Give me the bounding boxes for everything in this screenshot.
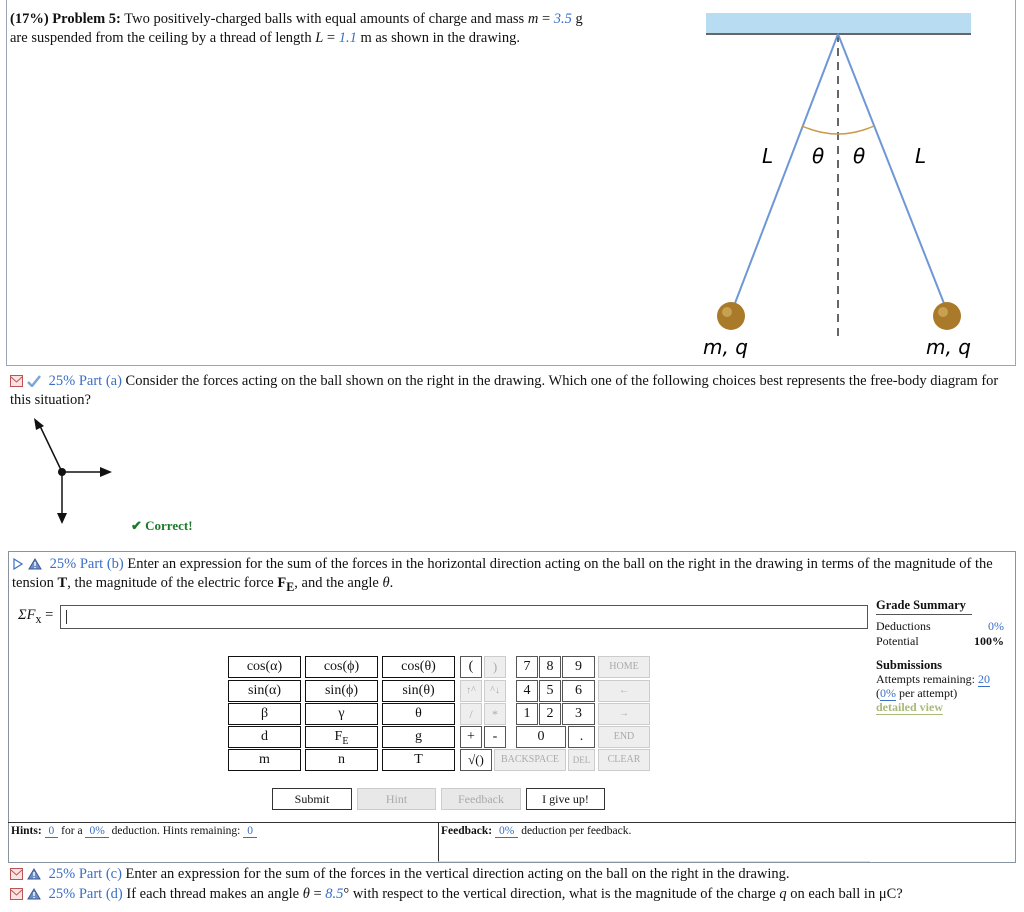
key-FE[interactable] — [305, 726, 378, 748]
theta-symbol: θ — [382, 575, 390, 591]
key-n[interactable]: n — [305, 749, 378, 771]
length-value: 1.1 — [338, 30, 357, 46]
key-0[interactable]: 0 — [516, 726, 566, 748]
part-b-text-1: Enter an expression for the sum of the forces in the horizontal direction acting on the ball on the right in the drawing in terms of the magnitude of the tension — [12, 556, 993, 591]
key-paren-open[interactable]: ( — [460, 656, 482, 678]
mass-unit: g — [575, 11, 583, 27]
part-a-label: Part (a) — [78, 373, 122, 389]
key-dot[interactable]: . — [568, 726, 595, 748]
part-a-percent: 25% — [48, 373, 76, 389]
hints-count: 0 — [45, 825, 59, 838]
label-mq-right: m, q — [926, 335, 971, 359]
part-c-label: Part (c) — [78, 866, 122, 882]
input-caret — [66, 610, 67, 624]
free-body-diagram — [28, 414, 118, 529]
part-b-label: Part (b) — [79, 556, 124, 572]
problem-weight: (17%) — [10, 11, 49, 27]
part-b — [12, 555, 1002, 597]
part-d-theta: θ — [302, 886, 310, 902]
key-beta[interactable]: β — [228, 703, 301, 725]
key-backspace[interactable]: BACKSPACE — [494, 749, 566, 771]
feedback-info — [441, 825, 631, 837]
problem-text-1: Two positively-charged balls with equal amounts of charge and mass — [124, 11, 525, 27]
grade-title: Grade Summary — [876, 598, 972, 615]
give-up-button[interactable]: I give up! — [526, 788, 605, 810]
hints-pct: 0% — [85, 825, 108, 838]
sum-sub: x — [35, 611, 42, 626]
key-down-arrow[interactable]: ^↓ — [484, 680, 506, 702]
feedback-label: Feedback: — [441, 825, 493, 837]
envelope-icon[interactable] — [10, 868, 23, 880]
hint-button[interactable]: Hint — [357, 788, 436, 810]
ball-right-highlight — [938, 307, 948, 317]
envelope-icon[interactable] — [10, 888, 23, 900]
part-d — [10, 886, 903, 903]
charge-symbol: q — [779, 886, 787, 902]
expand-arrow-icon[interactable] — [12, 558, 24, 570]
per-attempt-value: 0% — [880, 686, 896, 700]
label-theta-left: θ — [812, 144, 825, 168]
part-b-box — [8, 551, 1016, 863]
key-clear[interactable]: CLEAR — [598, 749, 650, 771]
potential-value: 100% — [974, 634, 1004, 648]
hints-info — [11, 825, 257, 837]
hints-remaining: 0 — [243, 825, 257, 838]
key-gamma[interactable]: γ — [305, 703, 378, 725]
label-L-left: L — [762, 144, 774, 168]
key-8[interactable]: 8 — [539, 656, 561, 678]
part-c — [10, 866, 790, 883]
answer-input[interactable] — [60, 605, 868, 629]
electric-force-sub: E — [286, 579, 295, 594]
detailed-view-link[interactable]: detailed view — [876, 700, 943, 714]
key-cos-theta[interactable]: cos(θ) — [382, 656, 455, 678]
potential-label: Potential — [876, 634, 919, 648]
key-plus[interactable]: + — [460, 726, 482, 748]
part-c-text: Enter an expression for the sum of the forces in the vertical direction acting on the ball on the right in the drawing. — [125, 866, 790, 882]
key-g[interactable]: g — [382, 726, 455, 748]
key-FE-sub: E — [342, 735, 349, 747]
key-right[interactable]: → — [598, 703, 650, 725]
submissions: Submissions Attempts remaining: 20 (0% per attempt) detailed view — [876, 658, 1006, 714]
problem-text-2: are suspended from the ceiling by a thread of length — [10, 30, 312, 46]
angle-value: 8.5 — [325, 886, 344, 902]
key-end[interactable]: END — [598, 726, 650, 748]
part-a — [10, 372, 1010, 410]
label-L-right: L — [915, 144, 927, 168]
part-b-text-4: . — [389, 575, 394, 591]
ball-right — [933, 302, 961, 330]
length-unit: m as shown in the drawing. — [360, 30, 520, 46]
problem-statement: (17%) Problem 5: Two positively-charged balls with equal amounts of charge and mass m = 3.5 g are suspended from the ceiling by a thread of length L = 1.1 m as shown in the drawing. — [10, 11, 583, 46]
hints-deduction: deduction. Hints remaining: — [111, 825, 241, 837]
key-theta[interactable]: θ — [382, 703, 455, 725]
key-T[interactable]: T — [382, 749, 455, 771]
part-b-text-2: , the magnitude of the electric force — [67, 575, 274, 591]
part-d-text-3: on each ball in μC? — [790, 886, 903, 902]
key-left[interactable]: ← — [598, 680, 650, 702]
part-d-text-2: with respect to the vertical direction, what is the magnitude of the charge — [352, 886, 776, 902]
per-attempt-label: per attempt) — [899, 686, 958, 700]
tension-symbol: T — [57, 575, 68, 591]
key-home[interactable]: HOME — [598, 656, 650, 678]
warning-icon — [28, 558, 42, 570]
part-d-deg: ° — [343, 886, 350, 902]
electric-force-symbol: F — [277, 575, 287, 591]
submissions-title: Submissions — [876, 658, 943, 672]
key-paren-close[interactable]: ) — [484, 656, 506, 678]
hints-label: Hints: — [11, 825, 42, 837]
sum-eq: = — [41, 607, 54, 623]
key-sin-phi[interactable]: sin(ϕ) — [305, 680, 378, 702]
key-6[interactable]: 6 — [562, 680, 595, 702]
mass-symbol: m — [527, 11, 539, 27]
key-4[interactable]: 4 — [516, 680, 538, 702]
part-d-label: Part (d) — [78, 886, 123, 902]
submit-button[interactable]: Submit — [272, 788, 352, 810]
key-FE-label: F — [334, 729, 343, 744]
sum-fx-label — [18, 607, 53, 627]
part-b-text-3: , and the angle — [294, 575, 379, 591]
key-slash[interactable]: / — [460, 703, 482, 725]
checkmark-icon — [27, 375, 41, 387]
key-1[interactable]: 1 — [516, 703, 538, 725]
key-9[interactable]: 9 — [562, 656, 595, 678]
hints-for-a: for a — [61, 825, 83, 837]
ball-left-highlight — [722, 307, 732, 317]
ceiling — [706, 13, 971, 33]
deductions-label: Deductions — [876, 619, 931, 633]
feedback-button[interactable]: Feedback — [441, 788, 521, 810]
grade-summary — [876, 598, 1004, 649]
key-sqrt[interactable]: √() — [460, 749, 492, 771]
warning-icon — [27, 888, 41, 900]
key-cos-phi[interactable]: cos(ϕ) — [305, 656, 378, 678]
problem-label: Problem 5: — [52, 11, 121, 27]
label-mq-left: m, q — [703, 335, 748, 359]
ball-left — [717, 302, 745, 330]
pendulum-diagram — [690, 8, 990, 363]
left-thread — [732, 34, 838, 311]
label-theta-right: θ — [853, 144, 866, 168]
part-c-percent: 25% — [48, 866, 76, 882]
part-d-percent: 25% — [48, 886, 76, 902]
part-a-text: Consider the forces acting on the ball shown on the right in the drawing. Which one of the following choices best represents the free-body diagram for this situation? — [10, 373, 999, 408]
correct-label: ✔ Correct! — [131, 518, 193, 533]
key-3[interactable]: 3 — [562, 703, 595, 725]
key-2[interactable]: 2 — [539, 703, 561, 725]
deductions-value: 0% — [988, 619, 1004, 633]
envelope-icon[interactable] — [10, 375, 23, 387]
key-star[interactable]: * — [484, 703, 506, 725]
key-sin-alpha[interactable]: sin(α) — [228, 680, 301, 702]
length-symbol: L — [315, 30, 324, 46]
feedback-pct: 0% — [495, 825, 518, 838]
warning-icon — [27, 868, 41, 880]
feedback-text: deduction per feedback. — [521, 825, 632, 837]
key-minus[interactable]: - — [484, 726, 506, 748]
part-d-eq: = — [309, 886, 326, 902]
attempts-value: 20 — [977, 672, 990, 686]
mass-value: 3.5 — [553, 11, 572, 27]
key-7[interactable]: 7 — [516, 656, 538, 678]
key-del[interactable]: DEL — [568, 749, 595, 771]
key-cos-alpha[interactable]: cos(α) — [228, 656, 301, 678]
right-thread — [838, 34, 947, 311]
key-d[interactable]: d — [228, 726, 301, 748]
key-m[interactable]: m — [228, 749, 301, 771]
sum-symbol: ΣF — [18, 607, 36, 623]
part-d-text-1: If each thread makes an angle — [126, 886, 300, 902]
key-sin-theta[interactable]: sin(θ) — [382, 680, 455, 702]
part-b-percent: 25% — [49, 556, 77, 572]
attempts-label: Attempts remaining: — [876, 672, 975, 686]
key-5[interactable]: 5 — [539, 680, 561, 702]
key-up-arrow[interactable]: ↑^ — [460, 680, 482, 702]
